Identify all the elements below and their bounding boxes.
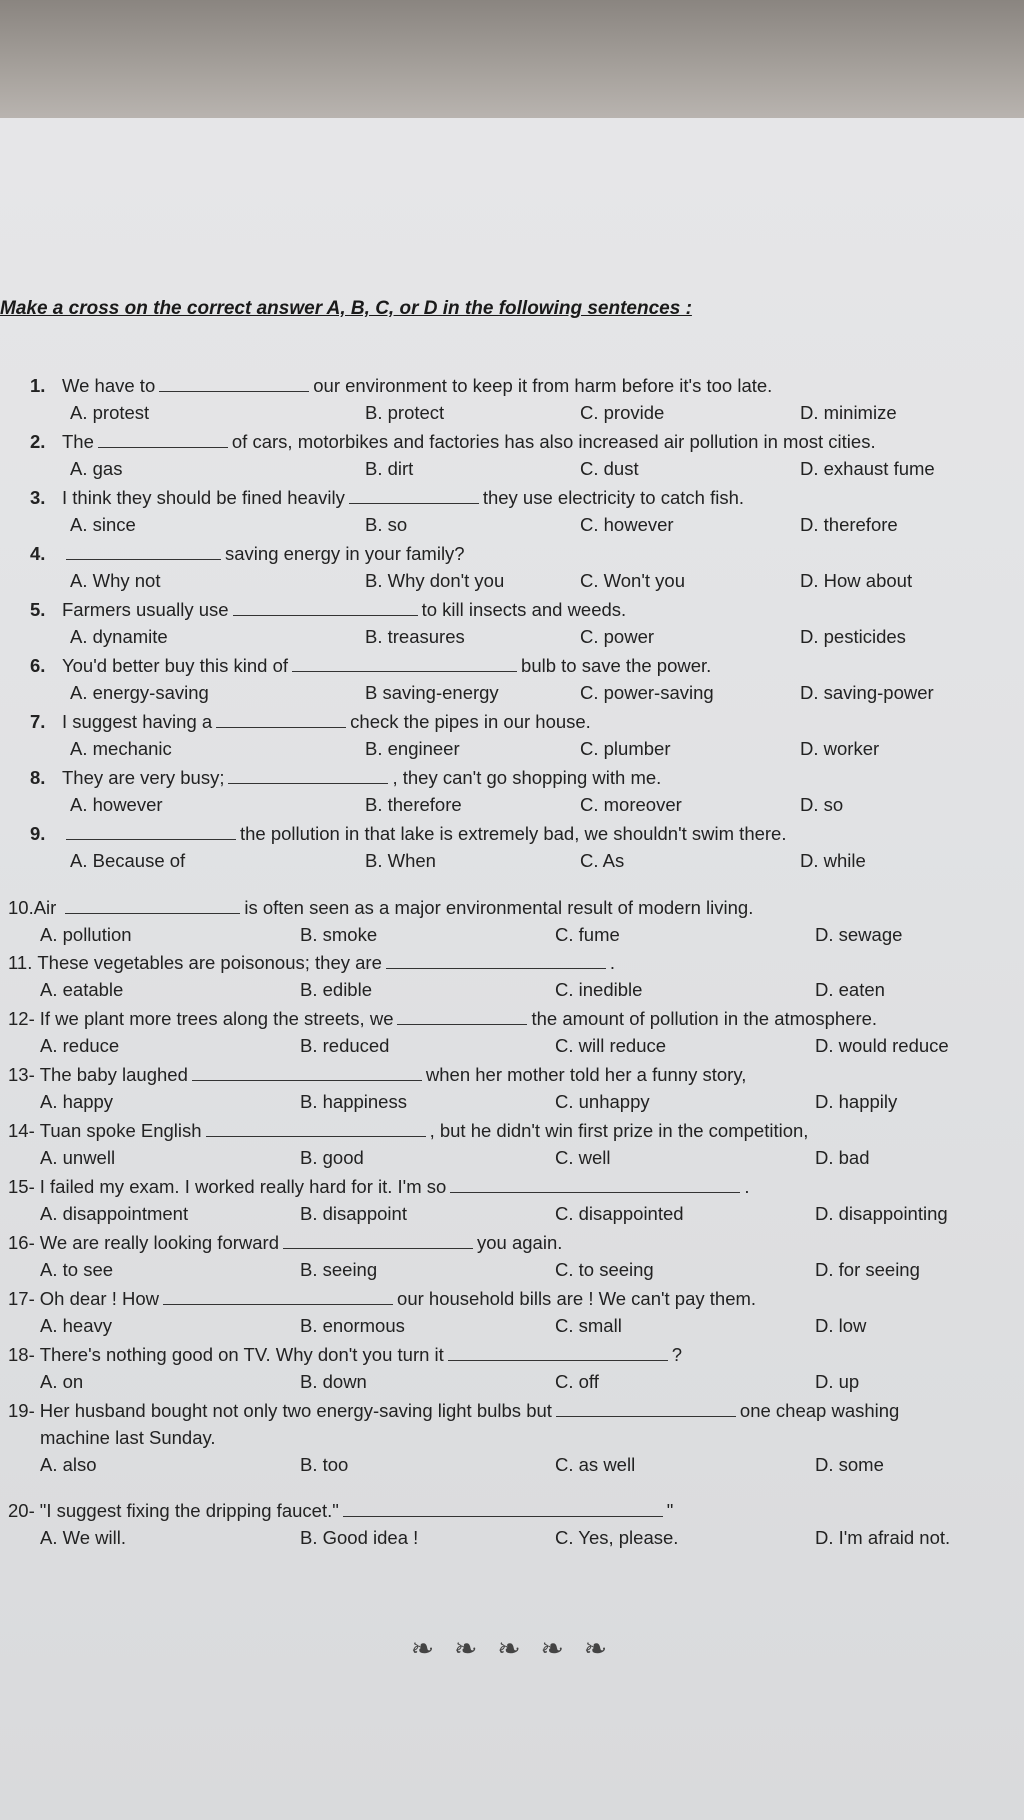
option-b[interactable]: B. so <box>365 514 408 535</box>
option-b[interactable]: B. therefore <box>365 794 462 815</box>
question-stem <box>8 1232 562 1254</box>
question-text-end: " <box>666 1500 674 1521</box>
question-text: You'd better buy this kind of <box>62 655 289 676</box>
option-c[interactable]: C. power-saving <box>580 682 714 703</box>
question-number: 6. <box>30 655 46 676</box>
question-text-end: they use electricity to catch fish. <box>482 487 744 508</box>
question-number: 3. <box>30 487 46 508</box>
answer-blank <box>65 899 240 914</box>
question-number: 1. <box>30 375 46 396</box>
question-text-end: one cheap washing <box>739 1400 900 1421</box>
option-d[interactable]: D. exhaust fume <box>800 458 935 479</box>
option-a[interactable]: A. Because of <box>70 850 186 871</box>
question-number: 11. <box>8 952 33 973</box>
question-item <box>0 431 1024 487</box>
question-number: 19- <box>8 1400 35 1421</box>
question-text-end: saving energy in your family? <box>225 543 465 564</box>
option-d[interactable]: D. worker <box>800 738 880 759</box>
answer-blank <box>159 377 309 392</box>
question-item <box>0 1232 1024 1288</box>
option-a[interactable]: A. reduce <box>40 1035 120 1056</box>
answer-blank <box>448 1346 668 1361</box>
question-text-end: our environment to keep it from harm before it's too late. <box>313 375 773 396</box>
question-stem <box>8 1344 682 1366</box>
option-c[interactable]: C. to seeing <box>555 1259 654 1280</box>
option-c[interactable]: C. As <box>580 850 625 871</box>
option-b[interactable]: B. too <box>300 1454 349 1475</box>
question-item <box>0 543 1024 599</box>
option-c[interactable]: C. plumber <box>580 738 671 759</box>
option-a[interactable]: A. since <box>70 514 136 535</box>
option-d[interactable]: D. I'm afraid not. <box>815 1527 951 1548</box>
option-b[interactable]: B. When <box>365 850 436 871</box>
option-b[interactable]: B. disappoint <box>300 1203 407 1224</box>
option-a[interactable]: A. pollution <box>40 924 132 945</box>
question-text: These vegetables are poisonous; they are <box>37 952 382 973</box>
question-number: 2. <box>30 431 46 452</box>
answer-blank <box>349 489 479 504</box>
option-b[interactable]: B saving-energy <box>365 682 499 703</box>
option-a[interactable]: A. eatable <box>40 979 124 1000</box>
question-stem <box>8 1008 877 1030</box>
question-stem <box>8 1120 808 1142</box>
option-a[interactable]: A. mechanic <box>70 738 172 759</box>
answer-blank <box>556 1402 736 1417</box>
answer-blank <box>98 433 228 448</box>
question-stem <box>8 1500 673 1522</box>
option-d[interactable]: D. bad <box>815 1147 870 1168</box>
option-a[interactable]: A. heavy <box>40 1315 112 1336</box>
photo-background <box>0 0 1024 130</box>
question-item <box>0 711 1024 767</box>
option-d[interactable]: D. low <box>815 1315 867 1336</box>
option-b[interactable]: B. reduced <box>300 1035 390 1056</box>
option-d[interactable]: D. happily <box>815 1091 898 1112</box>
question-number: 20- <box>8 1500 35 1521</box>
decorative-footer: ❧ ❧ ❧ ❧ ❧ <box>410 1633 614 1664</box>
answer-blank <box>228 769 388 784</box>
question-text-end: , but he didn't win first prize in the competition, <box>429 1120 809 1141</box>
question-stem <box>30 655 711 677</box>
question-text: There's nothing good on TV. Why don't you turn it <box>39 1344 444 1365</box>
question-text-end: the pollution in that lake is extremely bad, we shouldn't swim there. <box>240 823 787 844</box>
question-text-end: to kill insects and weeds. <box>421 599 627 620</box>
answer-blank <box>450 1178 740 1193</box>
option-d[interactable]: D. eaten <box>815 979 885 1000</box>
question-stem <box>30 599 626 621</box>
question-item <box>0 1120 1024 1176</box>
question-number: 13- <box>8 1064 35 1085</box>
answer-blank <box>216 713 346 728</box>
option-a[interactable]: A. to see <box>40 1259 114 1280</box>
option-a[interactable]: A. on <box>40 1371 84 1392</box>
option-d[interactable]: D. up <box>815 1371 860 1392</box>
answer-blank <box>66 825 236 840</box>
option-b[interactable]: B. seeing <box>300 1259 378 1280</box>
option-c[interactable]: C. unhappy <box>555 1091 650 1112</box>
question-item <box>0 1344 1024 1400</box>
question-text-continued: machine last Sunday. <box>40 1427 216 1448</box>
answer-blank <box>206 1122 426 1137</box>
question-number: 16- <box>8 1232 35 1253</box>
question-number: 7. <box>30 711 46 732</box>
answer-blank <box>386 954 606 969</box>
option-a[interactable]: A. dynamite <box>70 626 168 647</box>
question-stem <box>30 543 465 565</box>
question-item <box>0 655 1024 711</box>
question-number: 15- <box>8 1176 35 1197</box>
question-number: 10.Air <box>8 897 57 918</box>
option-d[interactable]: D. minimize <box>800 402 897 423</box>
question-text: The <box>62 431 94 452</box>
question-item <box>0 599 1024 655</box>
question-stem <box>8 1176 749 1198</box>
option-c[interactable]: C. off <box>555 1371 599 1392</box>
option-d[interactable]: D. therefore <box>800 514 898 535</box>
answer-blank <box>292 657 517 672</box>
option-c[interactable]: C. disappointed <box>555 1203 684 1224</box>
question-text-end: , they can't go shopping with me. <box>392 767 662 788</box>
question-stem <box>8 1288 756 1310</box>
question-text: We have to <box>62 375 156 396</box>
option-a[interactable]: A. energy-saving <box>70 682 209 703</box>
option-b[interactable]: B. Good idea ! <box>300 1527 419 1548</box>
question-item <box>0 1288 1024 1344</box>
option-c[interactable]: C. dust <box>580 458 639 479</box>
question-stem <box>30 487 744 509</box>
option-b[interactable]: B. good <box>300 1147 364 1168</box>
option-c[interactable]: C. inedible <box>555 979 643 1000</box>
question-text-end: . <box>744 1176 750 1197</box>
question-stem <box>30 711 591 733</box>
question-item <box>0 767 1024 823</box>
question-item <box>0 897 1024 953</box>
question-text: They are very busy; <box>62 767 225 788</box>
question-item <box>0 487 1024 543</box>
question-number: 5. <box>30 599 46 620</box>
question-item <box>0 1008 1024 1064</box>
question-item <box>0 1176 1024 1232</box>
question-text-end: of cars, motorbikes and factories has also increased air pollution in most cities. <box>231 431 876 452</box>
option-d[interactable]: D. would reduce <box>815 1035 949 1056</box>
option-a[interactable]: A. gas <box>70 458 123 479</box>
question-number: 17- <box>8 1288 35 1309</box>
option-a[interactable]: A. also <box>40 1454 97 1475</box>
option-c[interactable]: C. however <box>580 514 674 535</box>
question-text: We are really looking forward <box>39 1232 279 1253</box>
question-text-end: you again. <box>477 1232 563 1253</box>
question-number: 14- <box>8 1120 35 1141</box>
option-a[interactable]: A. We will. <box>40 1527 127 1548</box>
option-c[interactable]: C. small <box>555 1315 622 1336</box>
question-text: I think they should be fined heavily <box>62 487 345 508</box>
option-b[interactable]: B. smoke <box>300 924 378 945</box>
answer-blank <box>192 1066 422 1081</box>
question-stem <box>8 897 753 919</box>
option-c[interactable]: C. power <box>580 626 655 647</box>
option-d[interactable]: D. pesticides <box>800 626 906 647</box>
option-c[interactable]: C. as well <box>555 1454 636 1475</box>
option-c[interactable]: C. fume <box>555 924 620 945</box>
answer-blank <box>66 545 221 560</box>
option-a[interactable]: A. disappointment <box>40 1203 189 1224</box>
question-text: Farmers usually use <box>62 599 229 620</box>
question-text-end: check the pipes in our house. <box>350 711 591 732</box>
option-a[interactable]: A. protest <box>70 402 150 423</box>
option-b[interactable]: B. down <box>300 1371 367 1392</box>
option-c[interactable]: C. provide <box>580 402 665 423</box>
question-stem <box>8 1064 746 1086</box>
question-text: "I suggest fixing the dripping faucet." <box>39 1500 339 1521</box>
question-number: 18- <box>8 1344 35 1365</box>
option-b[interactable]: B. treasures <box>365 626 465 647</box>
option-b[interactable]: B. engineer <box>365 738 460 759</box>
option-a[interactable]: A. unwell <box>40 1147 116 1168</box>
answer-blank <box>343 1502 663 1517</box>
option-a[interactable]: A. Why not <box>70 570 161 591</box>
option-d[interactable]: D. for seeing <box>815 1259 920 1280</box>
option-d[interactable]: D. disappointing <box>815 1203 948 1224</box>
question-text-end: the amount of pollution in the atmosphere. <box>531 1008 878 1029</box>
option-c[interactable]: C. will reduce <box>555 1035 667 1056</box>
question-item <box>0 952 1024 1008</box>
question-number: 4. <box>30 543 46 564</box>
option-c[interactable]: C. Won't you <box>580 570 685 591</box>
question-stem <box>30 431 876 453</box>
question-text: Her husband bought not only two energy-saving light bulbs but <box>39 1400 552 1421</box>
answer-blank <box>283 1234 473 1249</box>
option-b[interactable]: B. dirt <box>365 458 414 479</box>
question-number: 12- <box>8 1008 35 1029</box>
option-a[interactable]: A. happy <box>40 1091 114 1112</box>
option-b[interactable]: B. happiness <box>300 1091 407 1112</box>
question-stem <box>8 952 615 974</box>
option-b[interactable]: B. edible <box>300 979 372 1000</box>
option-b[interactable]: B. enormous <box>300 1315 405 1336</box>
option-b[interactable]: B. Why don't you <box>365 570 505 591</box>
answer-blank <box>233 601 418 616</box>
question-text: If we plant more trees along the streets, we <box>39 1008 394 1029</box>
question-stem <box>30 823 786 845</box>
question-number: 9. <box>30 823 46 844</box>
option-c[interactable]: C. moreover <box>580 794 682 815</box>
option-d[interactable]: D. some <box>815 1454 884 1475</box>
question-item <box>0 1064 1024 1120</box>
option-d[interactable]: D. saving-power <box>800 682 934 703</box>
option-c[interactable]: C. Yes, please. <box>555 1527 679 1548</box>
option-d[interactable]: D. sewage <box>815 924 903 945</box>
option-c[interactable]: C. well <box>555 1147 611 1168</box>
question-item <box>0 1400 1024 1475</box>
option-d[interactable]: D. while <box>800 850 866 871</box>
option-d[interactable]: D. so <box>800 794 844 815</box>
option-d[interactable]: D. How about <box>800 570 913 591</box>
question-number: 8. <box>30 767 46 788</box>
question-item <box>0 823 1024 879</box>
question-item <box>0 1500 1024 1556</box>
question-text: Tuan spoke English <box>39 1120 202 1141</box>
question-stem <box>30 375 772 397</box>
instruction-heading: Make a cross on the correct answer A, B, C, or D in the following sentences : <box>0 298 692 319</box>
question-text-end: when her mother told her a funny story, <box>425 1064 747 1085</box>
question-text-end: our household bills are ! We can't pay them. <box>397 1288 757 1309</box>
option-a[interactable]: A. however <box>70 794 163 815</box>
question-text-end: ? <box>671 1344 683 1365</box>
question-text: Oh dear ! How <box>39 1288 160 1309</box>
question-text: I suggest having a <box>62 711 213 732</box>
question-text: I failed my exam. I worked really hard for it. I'm so <box>39 1176 447 1197</box>
answer-blank <box>397 1010 527 1025</box>
question-text-end: . <box>609 952 616 973</box>
question-text-end: is often seen as a major environmental result of modern living. <box>244 897 754 918</box>
question-stem <box>8 1400 899 1422</box>
question-text: The baby laughed <box>39 1064 188 1085</box>
question-item <box>0 375 1024 431</box>
answer-blank <box>163 1290 393 1305</box>
option-b[interactable]: B. protect <box>365 402 445 423</box>
question-text-end: bulb to save the power. <box>521 655 712 676</box>
question-stem <box>30 767 661 789</box>
